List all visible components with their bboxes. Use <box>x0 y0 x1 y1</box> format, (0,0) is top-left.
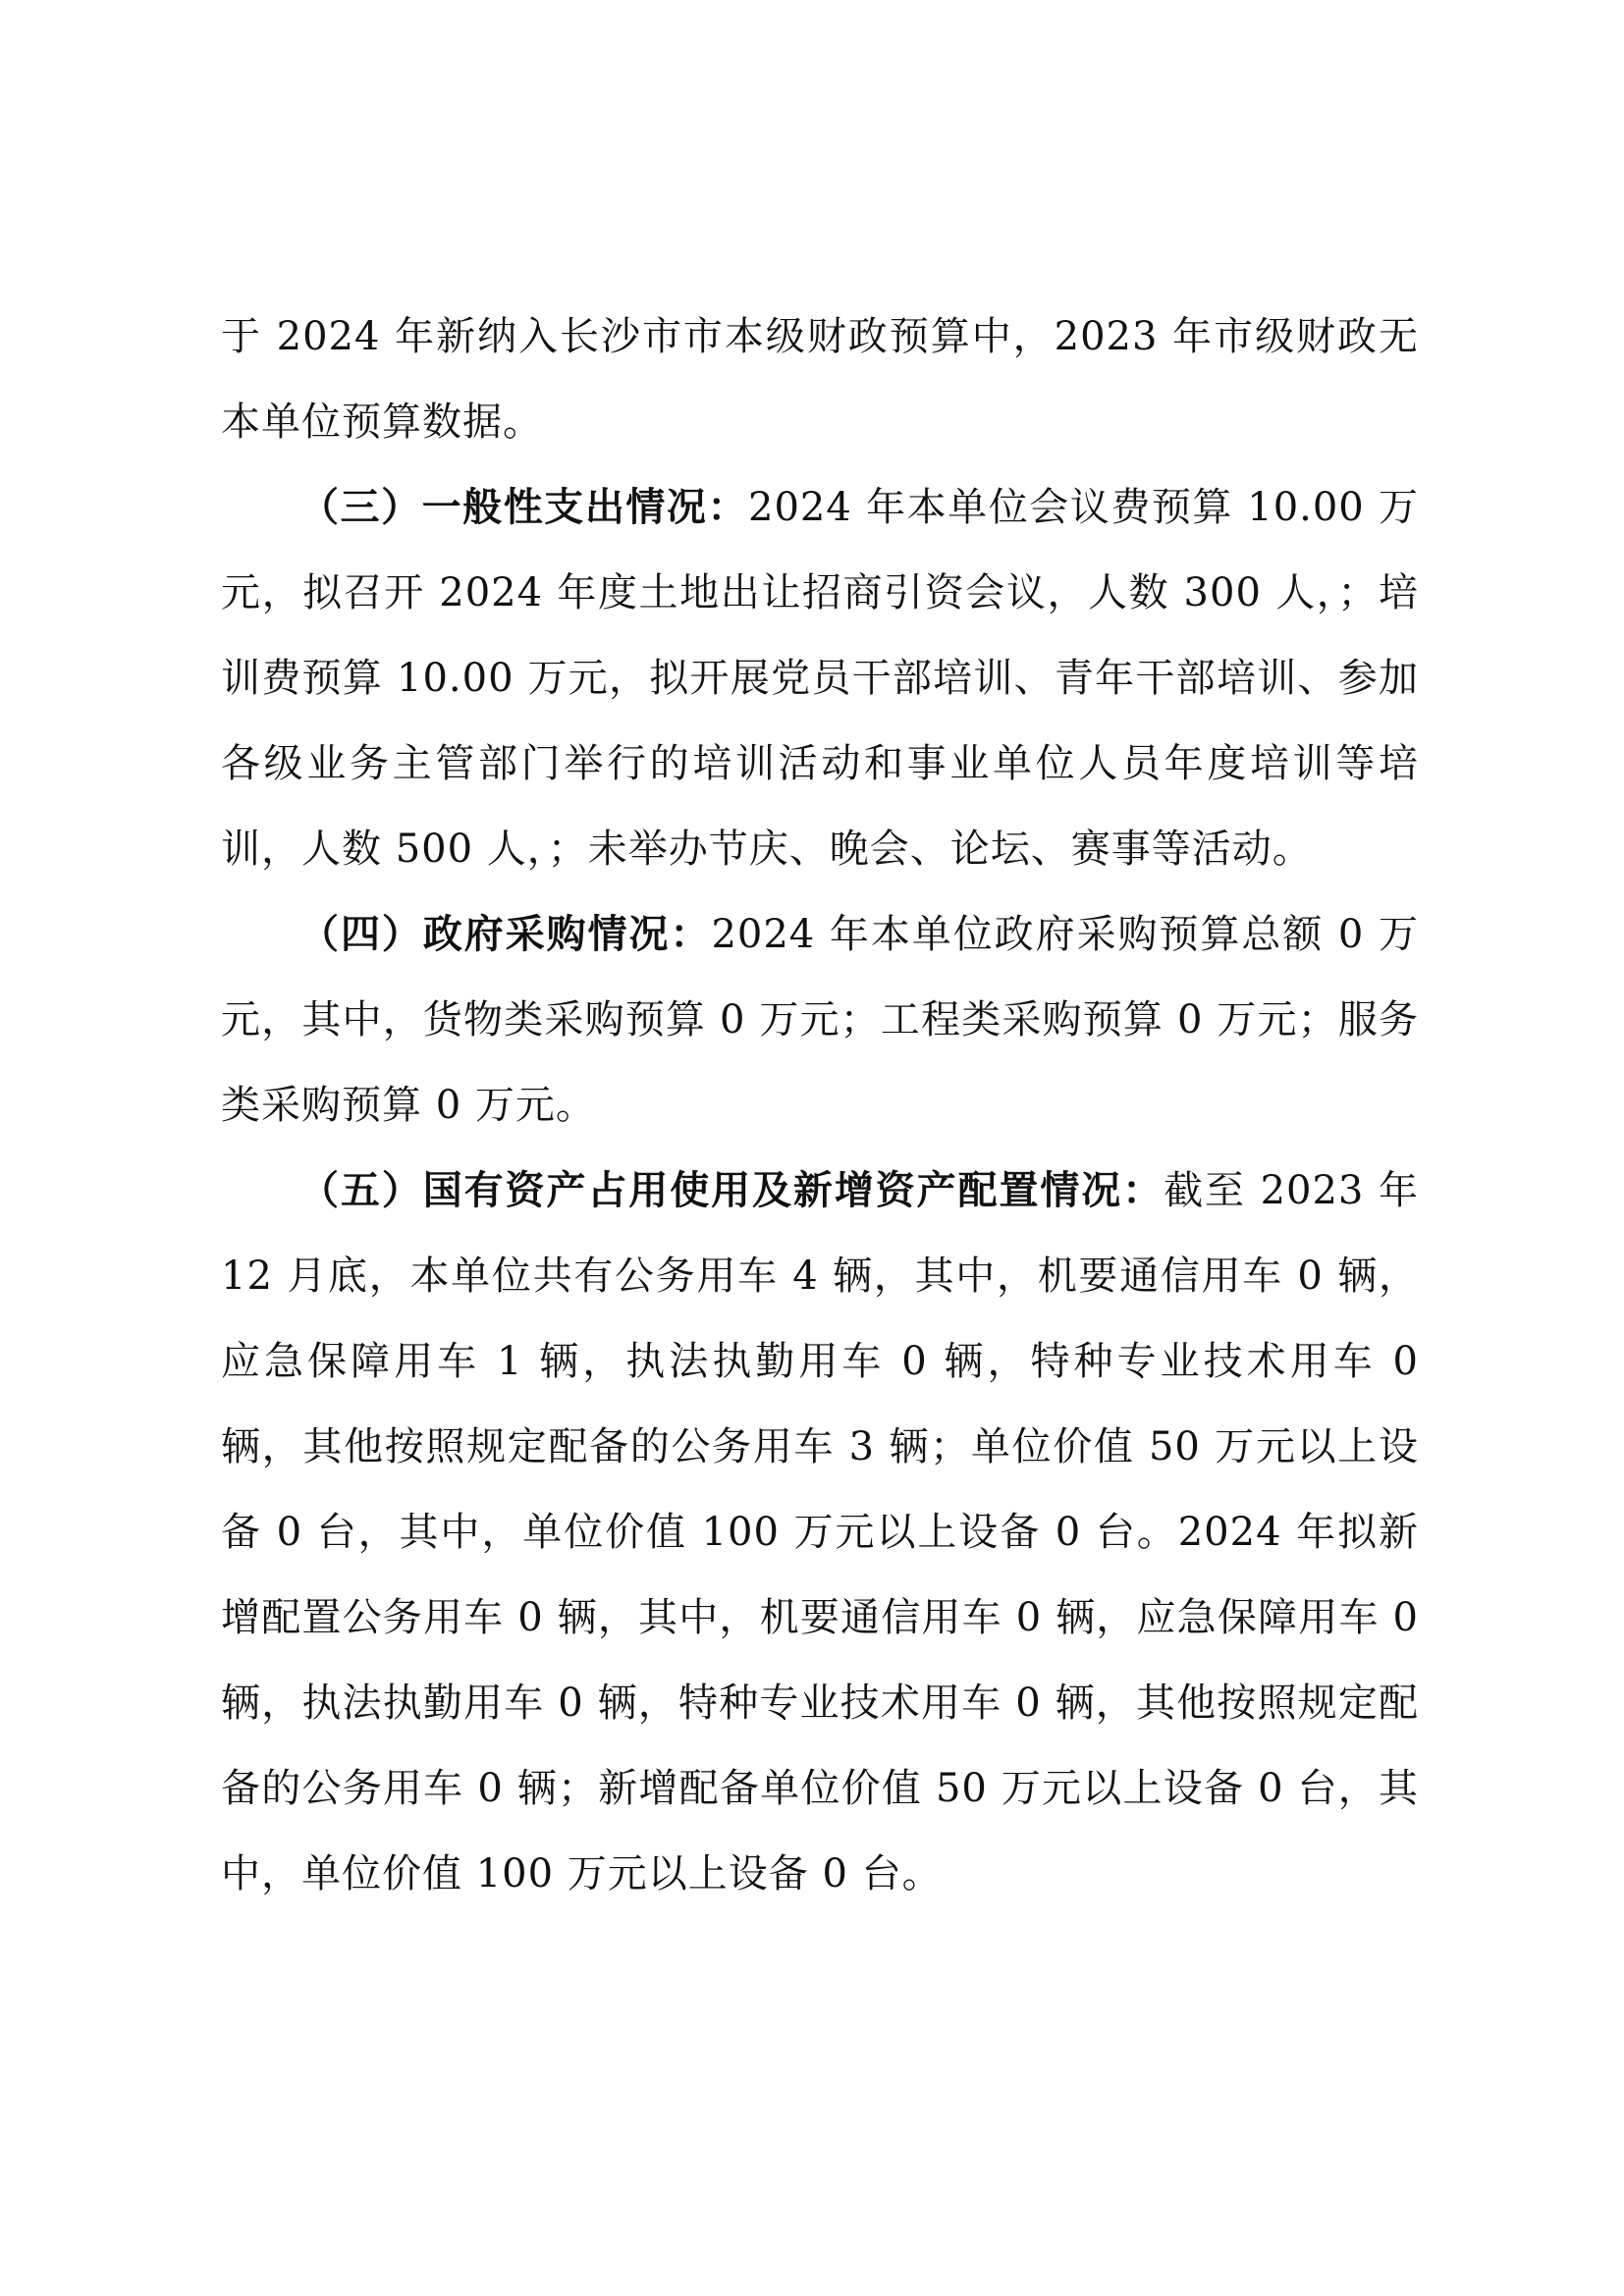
paragraph-state-assets <box>221 1148 1419 1917</box>
paragraph-continuation <box>221 294 1419 465</box>
document-body <box>221 294 1419 1917</box>
paragraph-text: 截至 2023 年 12 月底，本单位共有公务用车 4 辆，其中，机要通信用车 0 辆，应急保障用车 1 辆，执法执勤用车 0 辆，特种专业技术用车 0 辆，其他按照规定配备的公务用车 3 辆；单位价值 50 万元以上设备 0 台，其中，单位价值 100 万元以上设备 0 台。2024 年拟新增配置公务用车 0 辆，其中，机要通信用车 0 辆，应急保障用车 0 辆，执法执勤用车 0 辆，特种专业技术用车 0 辆，其他按照规定配备的公务用车 0 辆；新增配备单位价值 50 万元以上设备 0 台，其中，单位价值 100 万元以上设备 0 台。 <box>221 1168 1419 1896</box>
section-heading-three: （三）一般性支出情况： <box>299 485 749 530</box>
paragraph-text: 2024 年本单位会议费预算 10.00 万元，拟召开 2024 年度土地出让招商引资会议，人数 300 人，；培训费预算 10.00 万元，拟开展党员干部培训、青年干部培训、参加各级业务主管部门举行的培训活动和事业单位人员年度培训等培训，人数 500 人，；未举办节庆、晚会、论坛、赛事等活动。 <box>221 485 1420 872</box>
paragraph-text: 2024 年本单位政府采购预算总额 0 万元，其中，货物类采购预算 0 万元；工程类采购预算 0 万元；服务类采购预算 0 万元。 <box>221 912 1420 1128</box>
paragraph-text: 于 2024 年新纳入长沙市市本级财政预算中，2023 年市级财政无本单位预算数据。 <box>221 314 1419 445</box>
section-heading-four: （四）政府采购情况： <box>299 912 712 957</box>
paragraph-general-expenditure <box>221 465 1419 892</box>
paragraph-government-procurement <box>221 892 1419 1148</box>
section-heading-five: （五）国有资产占用使用及新增资产配置情况： <box>299 1168 1164 1213</box>
